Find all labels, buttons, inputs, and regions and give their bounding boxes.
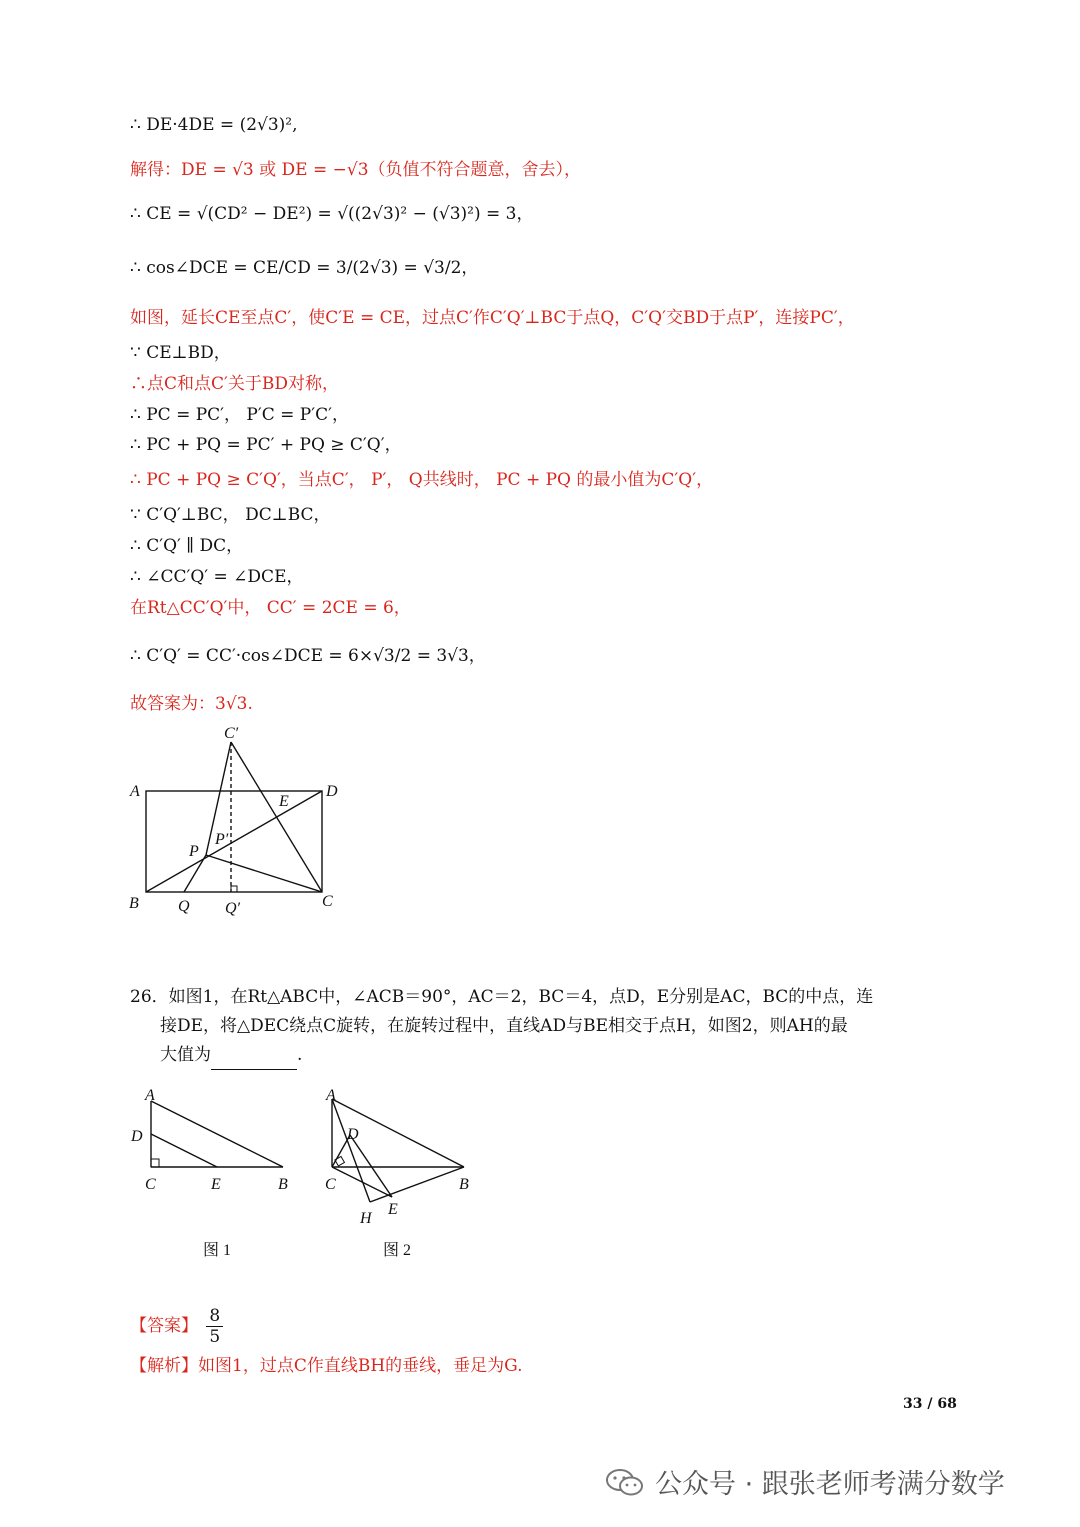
solution-line-14: 在Rt△CC′Q′中， CC′ = 2CE = 6， (130, 598, 411, 618)
question-26-line-3: 大值为 . (130, 1041, 960, 1070)
fig1-label-b: B (278, 1176, 288, 1193)
solution-line-16: 故答案为：3√3. (130, 694, 253, 714)
fig1-label-d: D (131, 1128, 143, 1145)
fig2-label-d: D (347, 1126, 359, 1143)
fig1-label-e: E (211, 1176, 221, 1193)
answer-fraction: $\frac{8}{5}$ (206, 1306, 223, 1347)
solution-line-10: ∴ PC + PQ ≥ C′Q′，当点C′， P′， Q共线时， PC + PQ 的最小值为C′Q′， (130, 470, 714, 490)
question-26-line-1: 26．如图1，在Rt△ABC中，∠ACB＝90°，AC＝2，BC＝4，点D，E分别是AC，BC的中点，连 (130, 987, 874, 1007)
fig2-label-b: B (459, 1176, 469, 1193)
solution-line-15: ∴ C′Q′ = CC′·cos∠DCE = 6×√3/2 = 3√3， (130, 646, 486, 666)
figure-1 (125, 1083, 305, 1198)
answer-blank (211, 1051, 297, 1070)
analysis-label: 【解析】 (130, 1356, 198, 1376)
solution-line-6: ∵ CE⊥BD， (130, 343, 231, 363)
label-c: C (322, 893, 333, 910)
figure-1-caption: 图 1 (203, 1242, 232, 1259)
label-q: Q (178, 898, 190, 915)
figure-2 (305, 1083, 485, 1228)
fig1-label-a: A (145, 1087, 155, 1104)
analysis-line (130, 1354, 523, 1378)
answer-label: 【答案】 (130, 1316, 198, 1336)
fig1-label-c: C (145, 1176, 156, 1193)
solution-line-9: ∴ PC + PQ = PC′ + PQ ≥ C′Q′， (130, 435, 402, 455)
fig2-label-a: A (326, 1087, 336, 1104)
solution-line-13: ∴ ∠CC′Q′ = ∠DCE， (130, 567, 304, 587)
fig2-label-h: H (360, 1210, 372, 1227)
rectangle-figure (120, 718, 360, 923)
label-c-prime: C′ (224, 725, 239, 742)
fig2-label-e: E (388, 1201, 398, 1218)
label-b: B (129, 895, 139, 912)
question-26 (130, 983, 960, 1070)
label-a: A (130, 783, 140, 800)
label-q-prime: Q′ (225, 900, 241, 917)
analysis-text: 如图1，过点C作直线BH的垂线，垂足为G. (198, 1356, 523, 1376)
label-e: E (279, 793, 289, 810)
label-p-prime: P′ (215, 831, 229, 848)
fig2-label-c: C (325, 1176, 336, 1193)
solution-line-5: 如图，延长CE至点C′，使C′E = CE，过点C′作C′Q′⊥BC于点Q，C′Q′交BD于点P′，连接PC′， (130, 308, 855, 328)
solution-line-4: ∴ cos∠DCE = CE/CD = 3/(2√3) = √3/2， (130, 258, 479, 278)
label-p: P (189, 843, 199, 860)
wechat-icon (605, 1467, 645, 1497)
solution-line-7: ∴点C和点C′关于BD对称， (130, 374, 339, 394)
label-d: D (326, 783, 338, 800)
solution-line-2: 解得：DE = √3 或 DE = −√3（负值不符合题意，舍去）， (130, 160, 582, 180)
solution-line-11: ∵ C′Q′⊥BC， DC⊥BC， (130, 505, 331, 525)
solution-line-8: ∴ PC = PC′， P′C = P′C′， (130, 405, 349, 425)
question-26-line-2: 接DE，将△DEC绕点C旋转，在旋转过程中，直线AD与BE相交于点H，如图2，则AH的最 (160, 1016, 848, 1036)
solution-line-1: ∴ DE·4DE = (2√3)², (130, 115, 298, 135)
watermark-text: 公众号 · 跟张老师考满分数学 (655, 1469, 1005, 1500)
figure-2-caption: 图 2 (383, 1242, 412, 1259)
solution-line-12: ∴ C′Q′ ∥ DC， (130, 536, 244, 556)
answer-line (130, 1306, 226, 1347)
page-number: 33 / 68 (903, 1396, 957, 1412)
solution-line-3: ∴ CE = √(CD² − DE²) = √((2√3)² − (√3)²) = 3， (130, 204, 534, 224)
watermark (605, 1462, 1005, 1501)
